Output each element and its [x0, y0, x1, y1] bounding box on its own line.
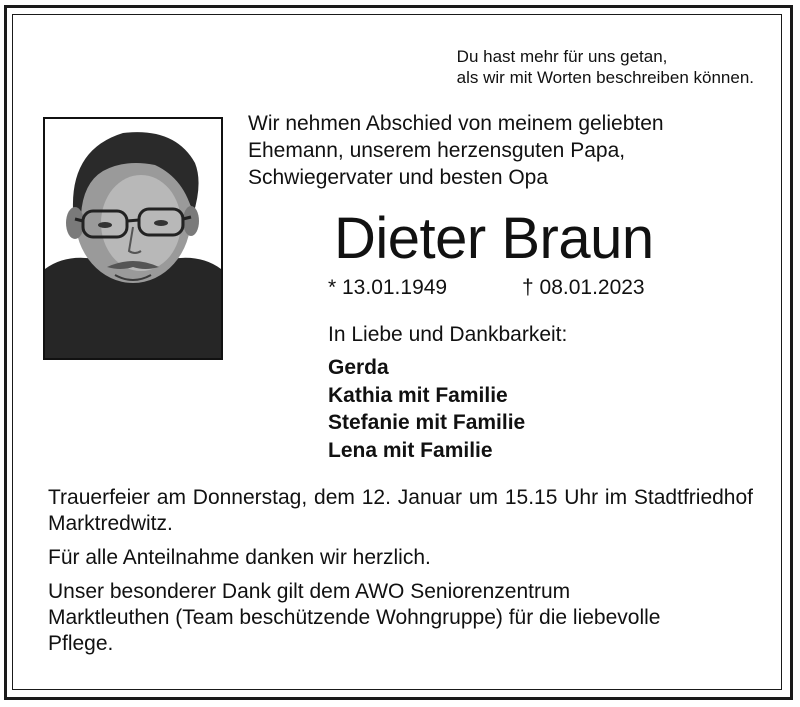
mourner-name: Gerda	[328, 356, 389, 379]
mourners-heading: In Liebe und Dankbarkeit:	[328, 323, 568, 346]
motto-line-1: Du hast mehr für uns getan,	[456, 47, 668, 66]
motto	[457, 46, 754, 88]
mourners-list	[328, 354, 525, 464]
mourner-name: Lena mit Familie	[328, 438, 493, 462]
deceased-name: Dieter Braun	[334, 206, 654, 271]
death-date: † 08.01.2023	[522, 276, 645, 299]
footer-text	[48, 485, 753, 665]
mourner-name: Kathia mit Familie	[328, 383, 508, 407]
portrait-photo	[43, 117, 223, 360]
motto-line-2: als wir mit Worten beschreiben können.	[456, 68, 754, 87]
intro-text	[248, 110, 664, 191]
birth-date: * 13.01.1949	[328, 276, 448, 299]
intro-line-1: Wir nehmen Abschied von meinem geliebten	[248, 112, 664, 135]
thanks-line: Für alle Anteilnahme danken wir herzlich.	[48, 546, 431, 569]
mourner-name: Stefanie mit Familie	[328, 411, 526, 434]
service-info: Trauerfeier am Donnerstag, dem 12. Januar um 15.15 Uhr im Stadtfriedhof Marktredwitz.	[48, 486, 753, 535]
special-thanks: Unser besonderer Dank gilt dem AWO Seniorenzentrum Marktleuthen (Team beschützende Wohngruppe) für die liebevolle Pflege.	[48, 580, 661, 655]
intro-line-3: Schwiegervater und besten Opa	[248, 166, 549, 189]
intro-line-2: Ehemann, unserem herzensguten Papa,	[248, 139, 626, 162]
portrait-icon	[45, 119, 221, 358]
